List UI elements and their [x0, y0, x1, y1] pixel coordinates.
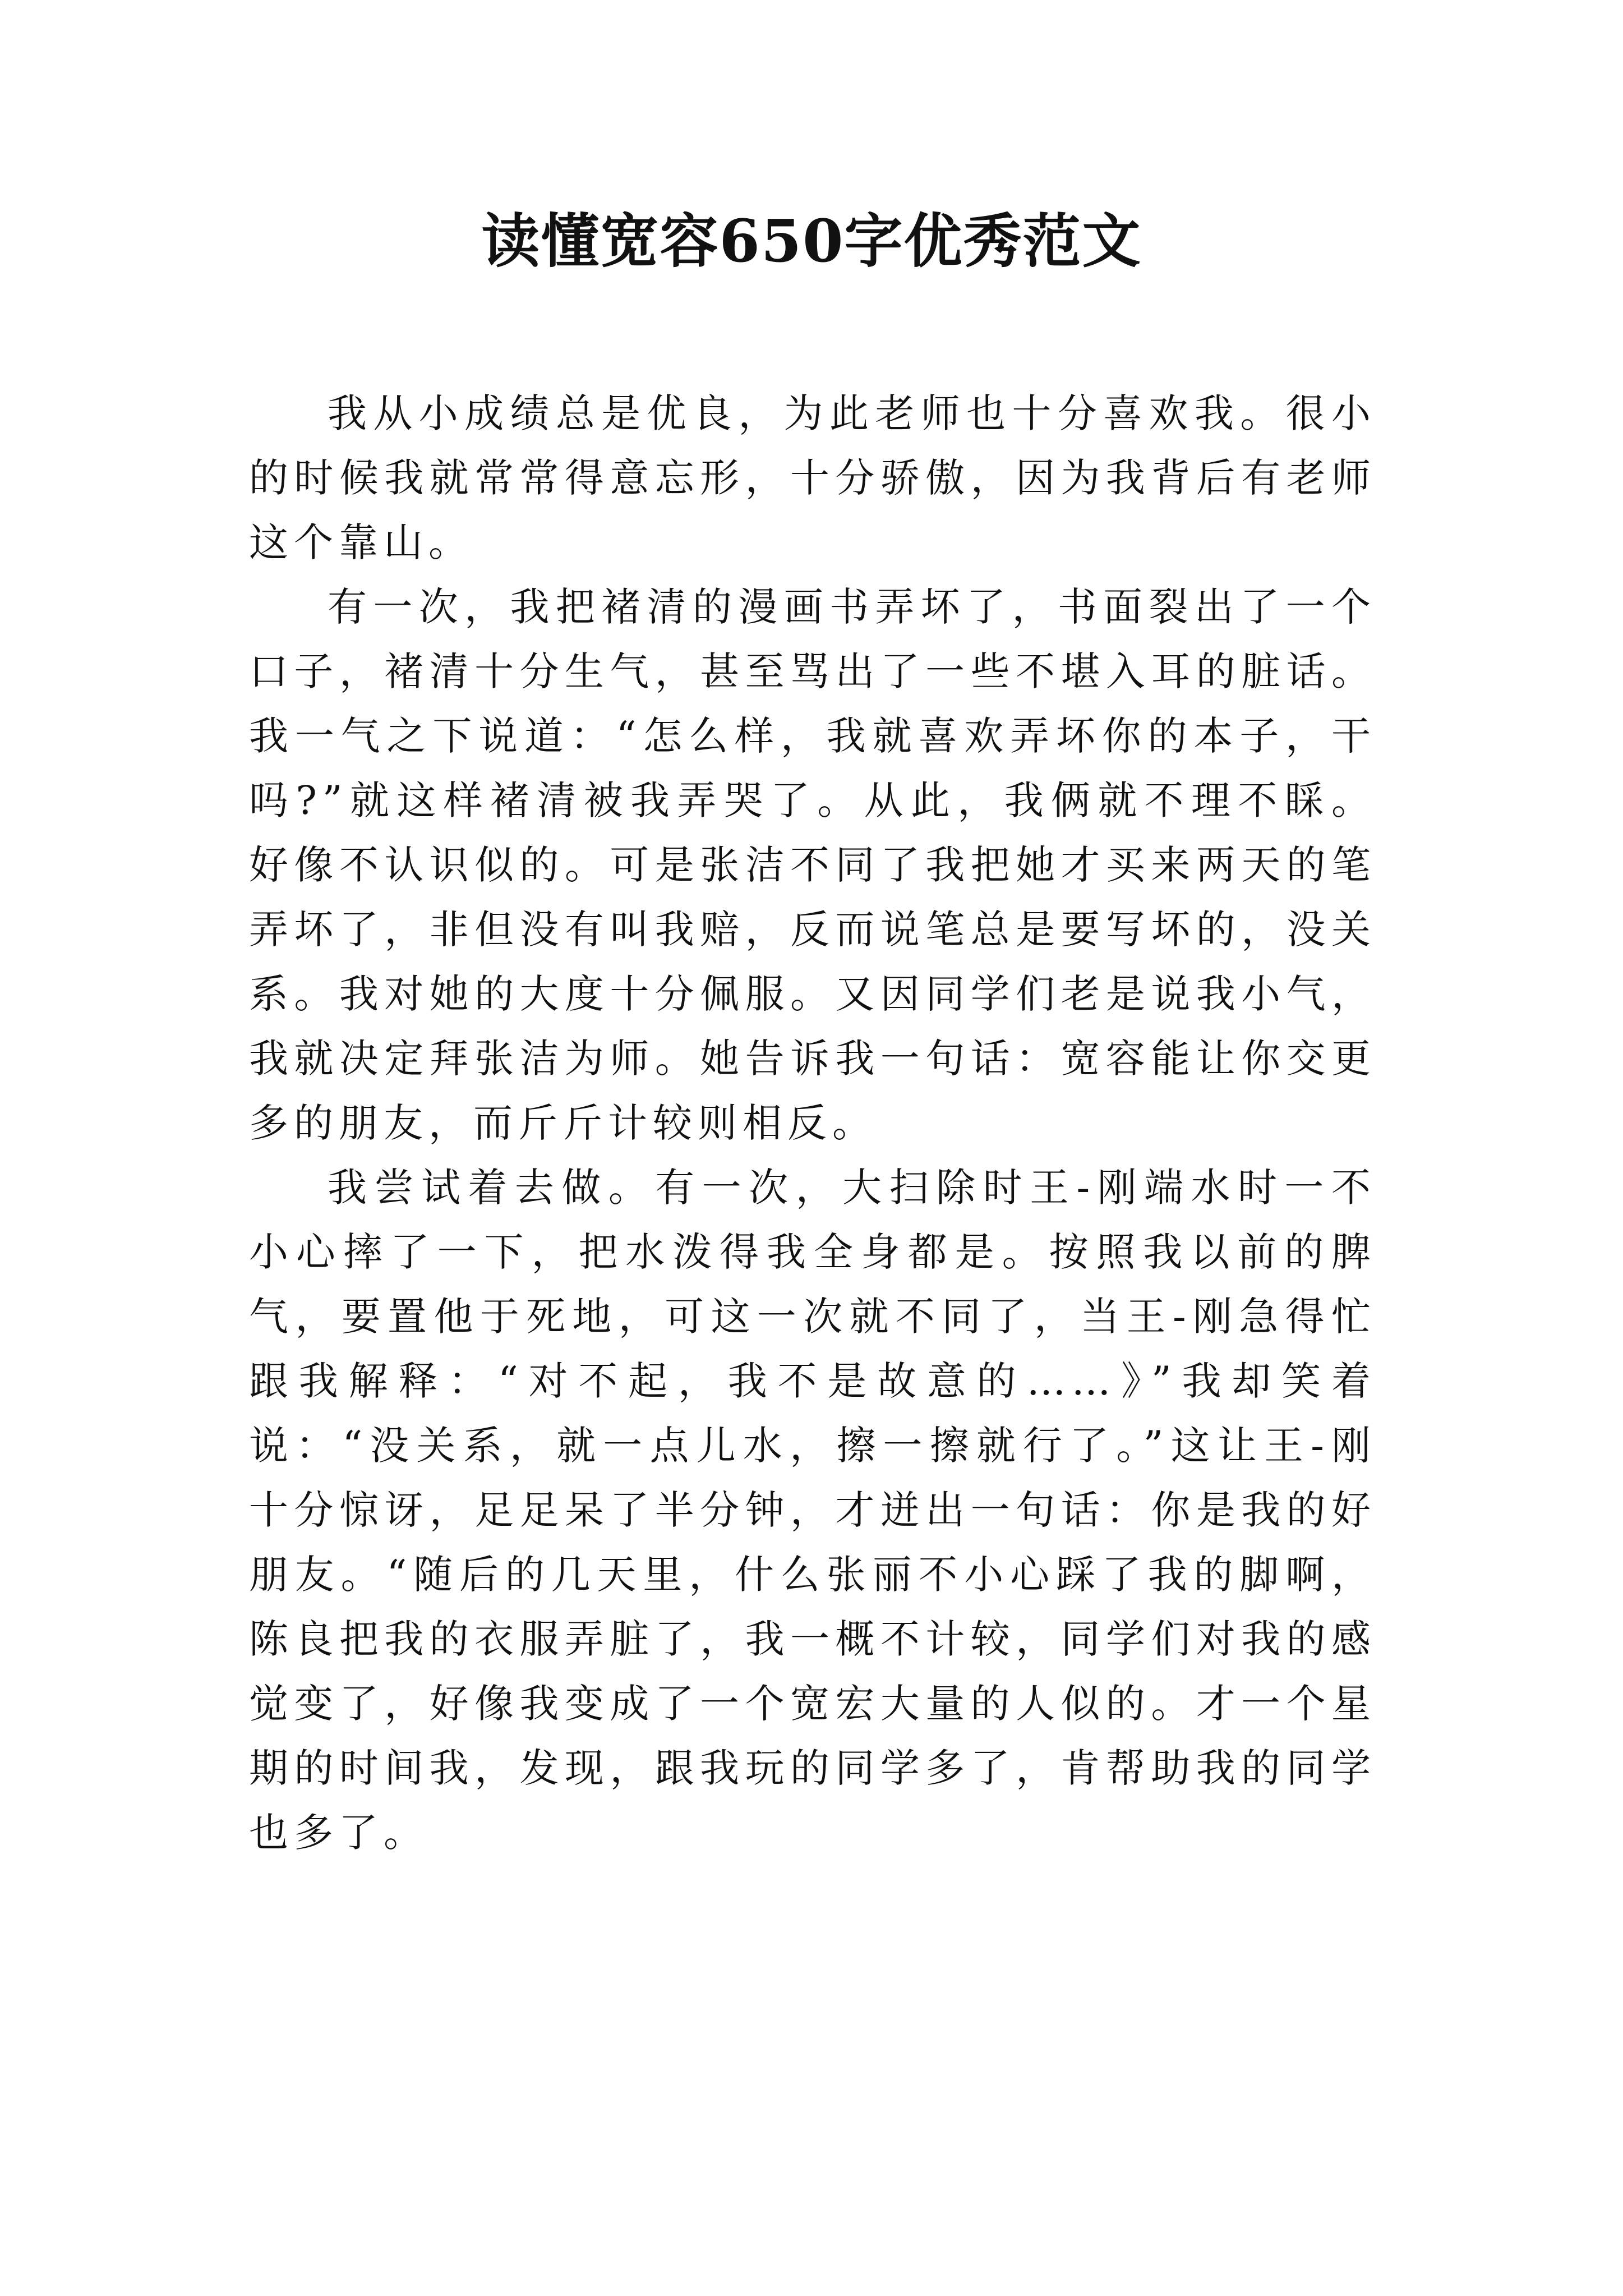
paragraph-3: 我尝试着去做。有一次，大扫除时王-刚端水时一不小心摔了一下，把水泼得我全身都是。按照我以前的脾气，要置他于死地，可这一次就不同了，当王-刚急得忙跟我解释：“对不起，我不是故意的……》”我却笑着说：“没关系，就一点儿水，擦一擦就行了。”这让王-刚十分惊讶，足足呆了半分钟，才迸出一句话：你是我的好朋友。“随后的几天里，什么张丽不小心踩了我的脚啊，陈良把我的衣服弄脏了，我一概不计较，同学们对我的感觉变了，好像我变成了一个宽宏大量的人似的。才一个星期的时间我，发现，跟我玩的同学多了，肯帮助我的同学也多了。 — [249, 1165, 1376, 1856]
document-title: 读懂宽容650字优秀范文 — [481, 206, 1142, 275]
paragraph-1: 我从小成绩总是优良，为此老师也十分喜欢我。很小的时候我就常常得意忘形，十分骄傲，因为我背后有老师这个靠山。 — [249, 390, 1376, 565]
document-body — [249, 381, 1376, 1865]
paragraph-2: 有一次，我把褚清的漫画书弄坏了，书面裂出了一个口子，褚清十分生气，甚至骂出了一些不堪入耳的脏话。我一气之下说道：“怎么样，我就喜欢弄坏你的本子，干吗?”就这样褚清被我弄哭了。从此，我俩就不理不睬。好像不认识似的。可是张洁不同了我把她才买来两天的笔弄坏了，非但没有叫我赔，反而说笔总是要写坏的，没关系。我对她的大度十分佩服。又因同学们老是说我小气，我就决定拜张洁为师。她告诉我一句话：宽容能让你交更多的朋友，而斤斤计较则相反。 — [249, 584, 1376, 1146]
